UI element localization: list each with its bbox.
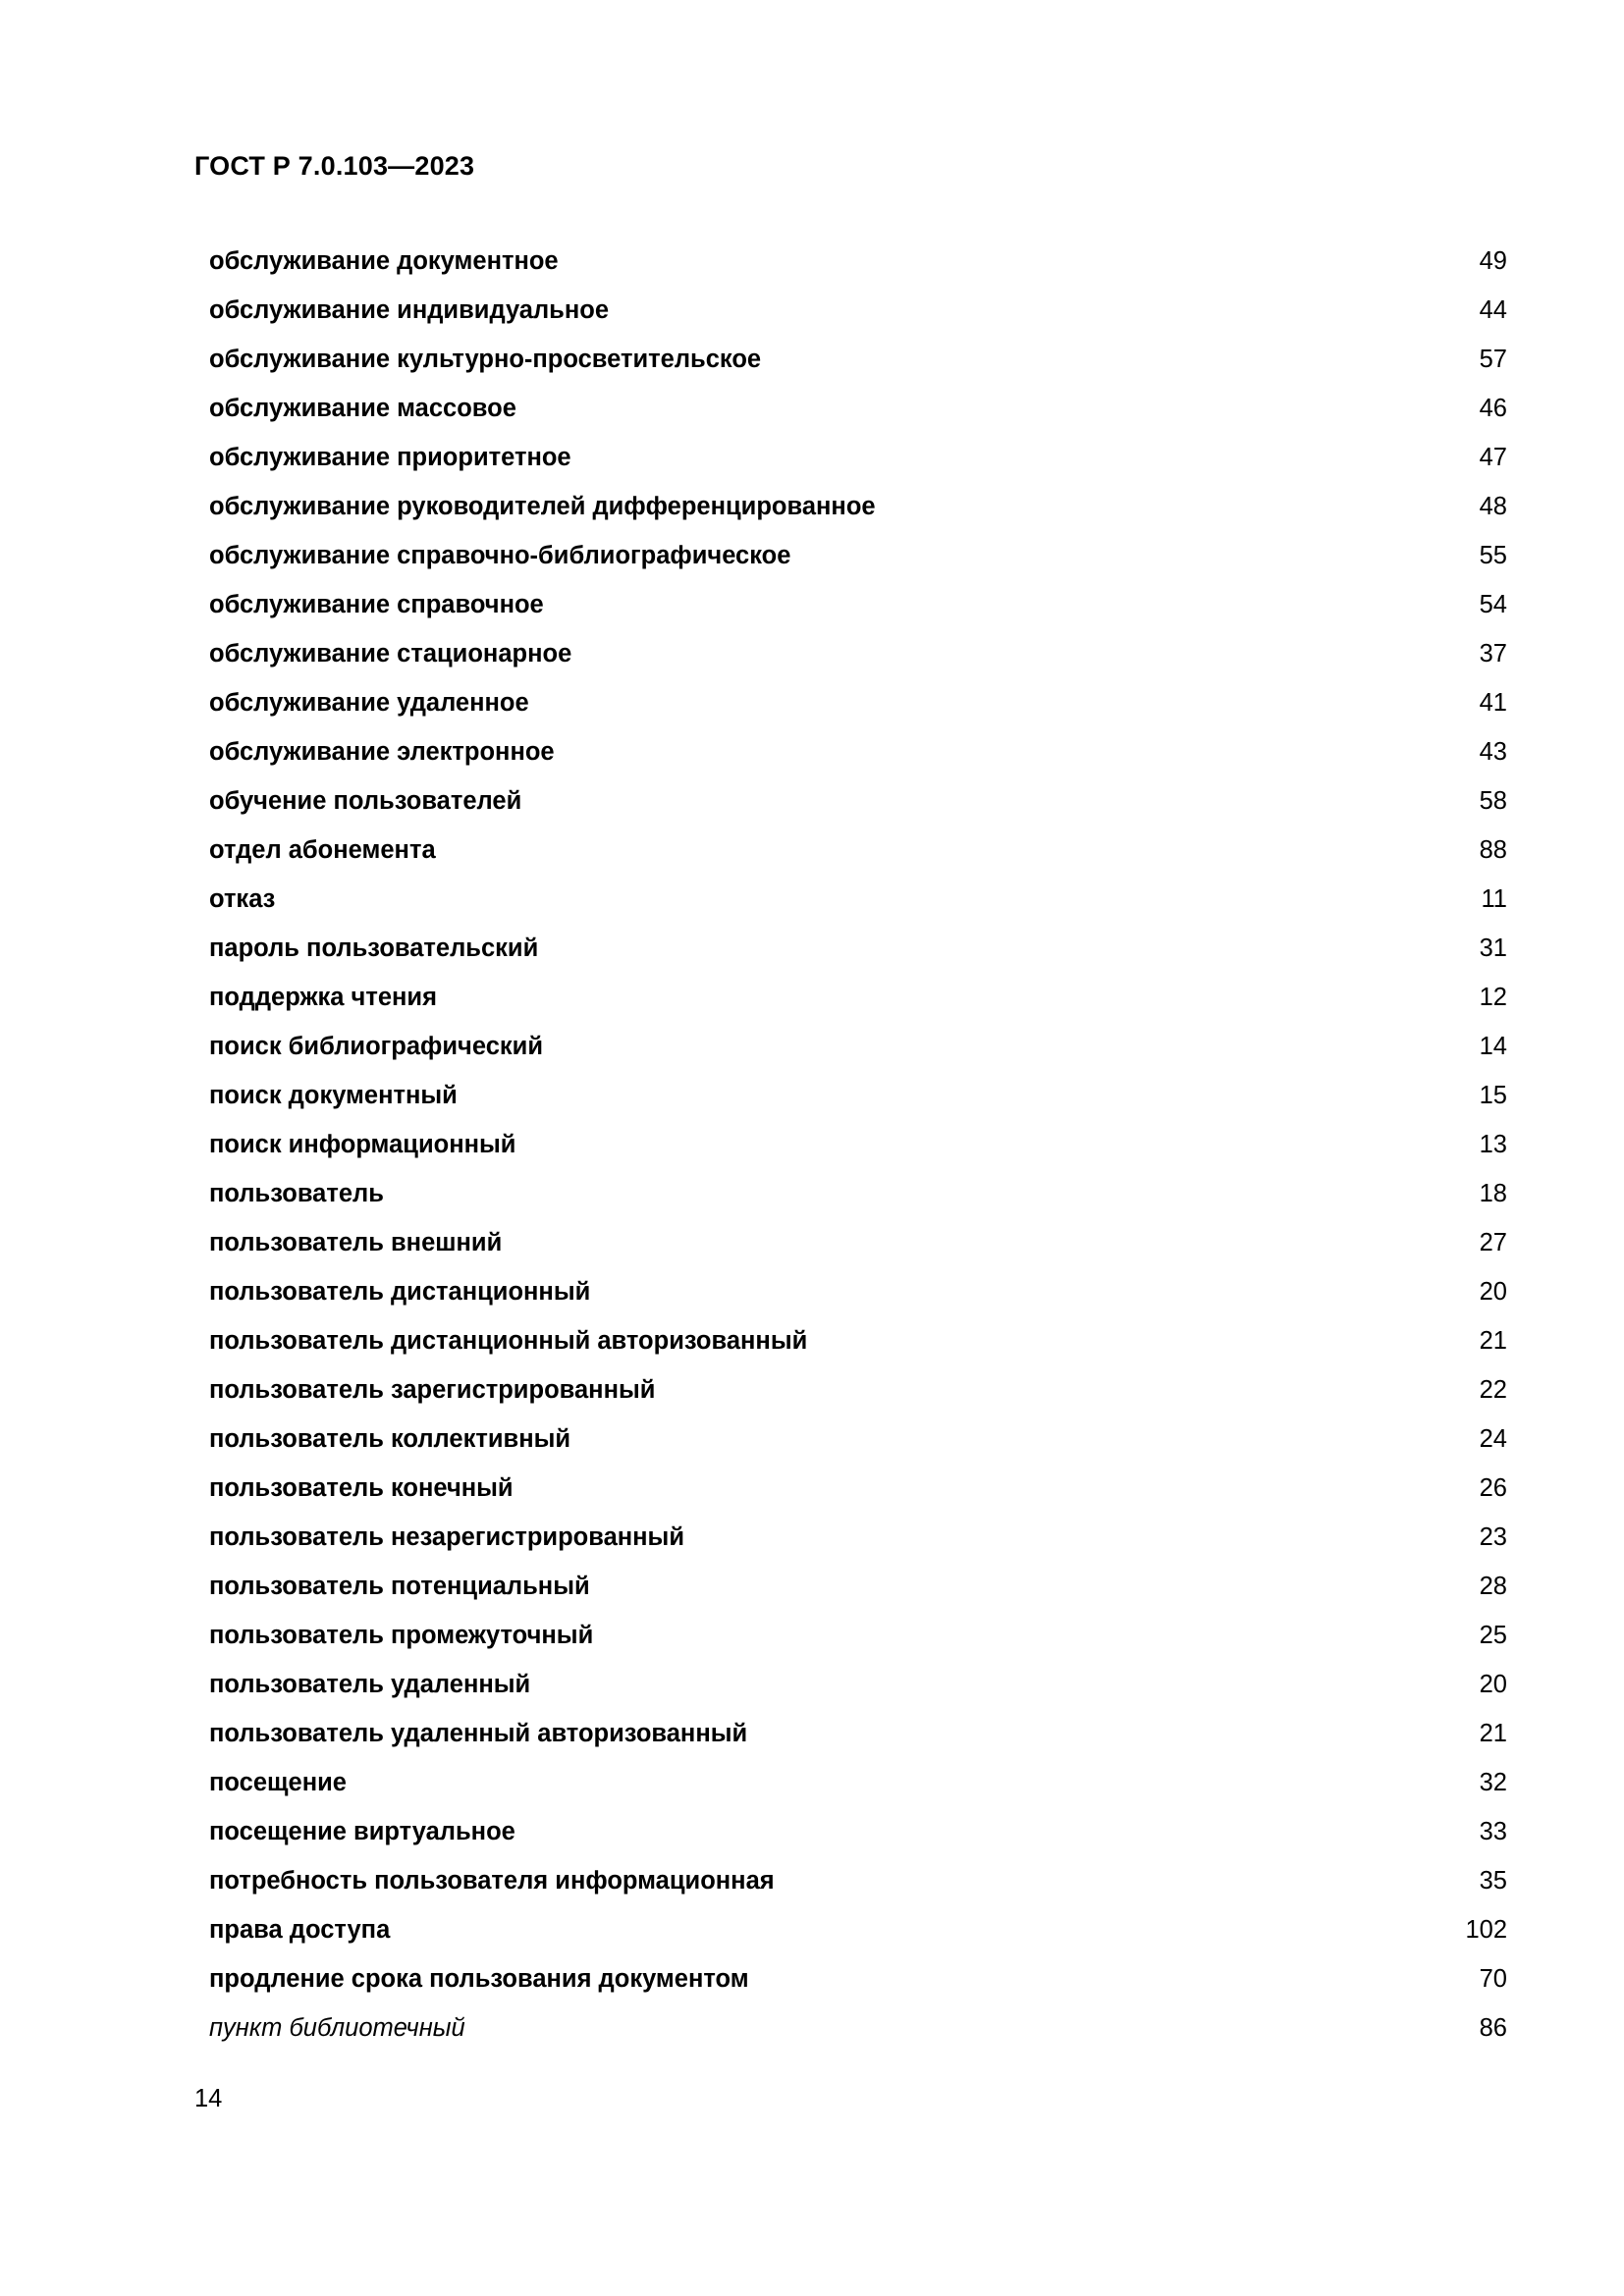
index-term-number: 12 <box>1479 984 1507 1011</box>
index-term: пользователь удаленный <box>209 1671 531 1698</box>
index-term-number: 48 <box>1479 493 1507 520</box>
index-term: пользователь дистанционный <box>209 1278 591 1306</box>
index-term: потребность пользователя информационная <box>209 1867 775 1895</box>
index-term: обучение пользователей <box>209 787 522 815</box>
page-number: 14 <box>194 2085 223 2112</box>
index-term-number: 11 <box>1481 885 1507 913</box>
index-term: обслуживание индивидуальное <box>209 296 610 324</box>
index-term-number: 37 <box>1479 640 1507 667</box>
index-entry <box>209 1218 1507 1267</box>
index-term-number: 41 <box>1479 689 1507 717</box>
index-entry <box>209 1856 1507 1905</box>
index-term-number: 32 <box>1479 1769 1507 1796</box>
index-term-number: 13 <box>1479 1131 1507 1158</box>
index-term: поиск библиографический <box>209 1033 543 1060</box>
index-entry <box>209 727 1507 776</box>
index-term-number: 21 <box>1479 1327 1507 1355</box>
index-entry <box>209 286 1507 335</box>
index-term-number: 28 <box>1479 1573 1507 1600</box>
index-term: пользователь потенциальный <box>209 1573 590 1600</box>
index-entry <box>209 1415 1507 1464</box>
index-entry <box>209 678 1507 727</box>
index-term-number: 88 <box>1479 836 1507 864</box>
index-entry <box>209 237 1507 286</box>
index-entry <box>209 973 1507 1022</box>
index-entry <box>209 2003 1507 2053</box>
index-entry <box>209 1660 1507 1709</box>
index-term: продление срока пользования документом <box>209 1965 749 1993</box>
alphabetical-index <box>209 237 1507 2053</box>
index-term-number: 58 <box>1479 787 1507 815</box>
index-entry <box>209 1905 1507 1954</box>
index-term: пользователь промежуточный <box>209 1622 594 1649</box>
index-term-number: 54 <box>1479 591 1507 618</box>
index-term: обслуживание приоритетное <box>209 444 571 471</box>
index-term-number: 14 <box>1479 1033 1507 1060</box>
index-entry <box>209 1464 1507 1513</box>
index-term: пользователь конечный <box>209 1474 514 1502</box>
index-entry <box>209 1954 1507 2003</box>
index-entry <box>209 1562 1507 1611</box>
document-header: ГОСТ Р 7.0.103—2023 <box>194 151 475 181</box>
index-entry <box>209 1365 1507 1415</box>
index-term-number: 44 <box>1479 296 1507 324</box>
index-entry <box>209 1169 1507 1218</box>
index-term: права доступа <box>209 1916 391 1944</box>
index-term: обслуживание справочное <box>209 591 544 618</box>
index-entry <box>209 1758 1507 1807</box>
index-entry <box>209 482 1507 531</box>
index-term-number: 46 <box>1479 395 1507 422</box>
index-term-number: 18 <box>1479 1180 1507 1207</box>
index-term: пароль пользовательский <box>209 934 539 962</box>
index-entry <box>209 924 1507 973</box>
index-term: обслуживание стационарное <box>209 640 572 667</box>
index-entry <box>209 531 1507 580</box>
index-term-number: 49 <box>1479 247 1507 275</box>
index-term: пользователь незарегистрированный <box>209 1523 685 1551</box>
index-entry <box>209 1807 1507 1856</box>
index-term-number: 20 <box>1479 1671 1507 1698</box>
index-term: пользователь зарегистрированный <box>209 1376 656 1404</box>
index-term-number: 26 <box>1479 1474 1507 1502</box>
index-term-number: 22 <box>1479 1376 1507 1404</box>
index-entry <box>209 1022 1507 1071</box>
index-term: обслуживание руководителей дифференцированное <box>209 493 876 520</box>
index-term: посещение виртуальное <box>209 1818 515 1845</box>
index-term-number: 43 <box>1479 738 1507 766</box>
index-term-number: 33 <box>1479 1818 1507 1845</box>
index-entry <box>209 384 1507 433</box>
index-entry <box>209 1120 1507 1169</box>
index-term: посещение <box>209 1769 347 1796</box>
index-term: поиск документный <box>209 1082 458 1109</box>
index-term: поиск информационный <box>209 1131 516 1158</box>
index-term: отдел абонемента <box>209 836 436 864</box>
index-term: пользователь удаленный авторизованный <box>209 1720 748 1747</box>
index-entry <box>209 335 1507 384</box>
index-term-number: 27 <box>1479 1229 1507 1256</box>
index-term: обслуживание электронное <box>209 738 555 766</box>
index-term-number: 20 <box>1479 1278 1507 1306</box>
index-term-number: 57 <box>1479 346 1507 373</box>
index-entry <box>209 826 1507 875</box>
index-term: пользователь <box>209 1180 384 1207</box>
index-entry <box>209 875 1507 924</box>
index-term: обслуживание культурно-просветительское <box>209 346 762 373</box>
index-entry <box>209 1611 1507 1660</box>
index-term-number: 55 <box>1479 542 1507 569</box>
index-term-number: 86 <box>1479 2014 1507 2042</box>
index-entry <box>209 629 1507 678</box>
index-term-number: 70 <box>1479 1965 1507 1993</box>
index-term-number: 35 <box>1479 1867 1507 1895</box>
index-entry <box>209 1071 1507 1120</box>
index-term: отказ <box>209 885 276 913</box>
index-term: пункт библиотечный <box>209 2014 465 2042</box>
index-term: пользователь внешний <box>209 1229 503 1256</box>
index-entry <box>209 580 1507 629</box>
index-entry <box>209 1316 1507 1365</box>
index-term-number: 15 <box>1479 1082 1507 1109</box>
index-entry <box>209 1709 1507 1758</box>
index-term: пользователь коллективный <box>209 1425 571 1453</box>
index-term: обслуживание документное <box>209 247 559 275</box>
index-term-number: 21 <box>1479 1720 1507 1747</box>
index-entry <box>209 1267 1507 1316</box>
index-term-number: 25 <box>1479 1622 1507 1649</box>
index-term: обслуживание удаленное <box>209 689 529 717</box>
index-term: поддержка чтения <box>209 984 437 1011</box>
index-term-number: 23 <box>1479 1523 1507 1551</box>
index-term-number: 31 <box>1479 934 1507 962</box>
index-entry <box>209 1513 1507 1562</box>
index-entry <box>209 776 1507 826</box>
index-term-number: 47 <box>1479 444 1507 471</box>
index-entry <box>209 433 1507 482</box>
index-term: обслуживание справочно-библиографическое <box>209 542 791 569</box>
index-term: пользователь дистанционный авторизованный <box>209 1327 808 1355</box>
index-term-number: 102 <box>1465 1916 1507 1944</box>
index-term: обслуживание массовое <box>209 395 516 422</box>
index-term-number: 24 <box>1479 1425 1507 1453</box>
